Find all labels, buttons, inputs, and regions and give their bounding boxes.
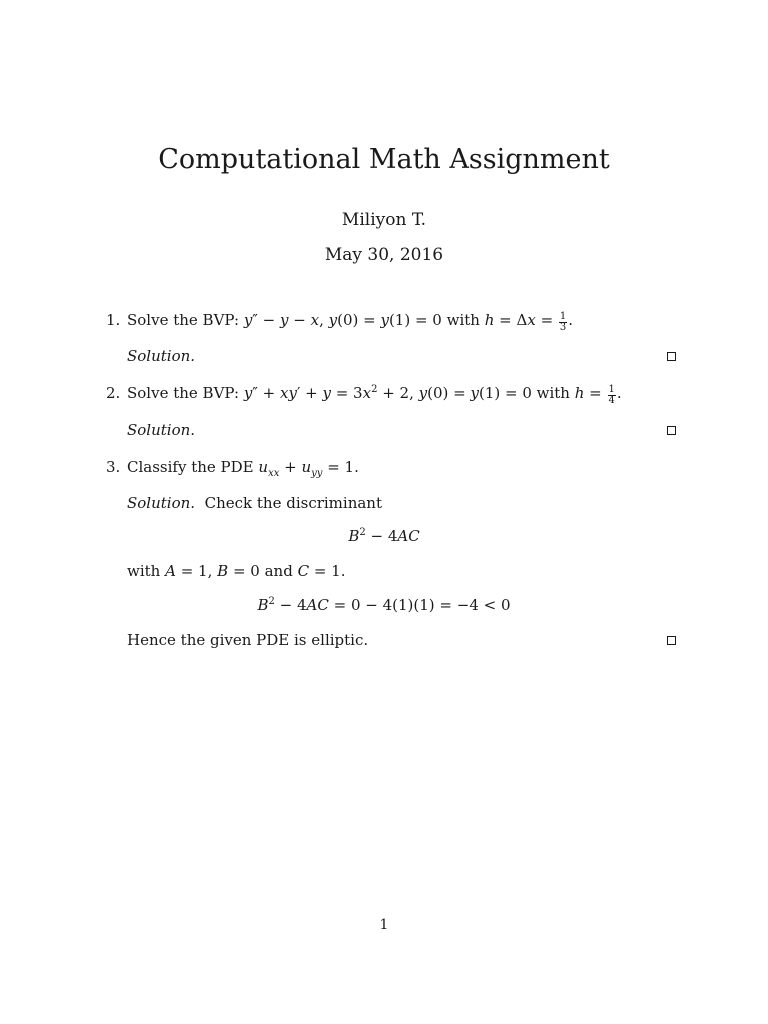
- document-date: May 30, 2016: [324, 245, 444, 265]
- problem-3-solution-text: Check the discriminant: [204, 494, 382, 512]
- problem-1-statement: Solve the BVP: y″ − y − x, y(0) = y(1) = 0 with h = Δx = $\frac{1}{3}$ .: [127, 310, 574, 333]
- problem-3-solution-label: Solution.: [127, 494, 196, 512]
- qed-square-icon: [667, 352, 676, 361]
- and-text: and: [264, 562, 293, 580]
- problem-1-intro: Solve the BVP:: [127, 311, 240, 329]
- problem-3-intro: Classify the PDE: [127, 458, 254, 476]
- problem-2-intro: Solve the BVP:: [127, 384, 240, 402]
- problem-3-conclusion: Hence the given PDE is elliptic.: [127, 631, 369, 649]
- document-author: Miliyon T.: [341, 210, 427, 230]
- problem-2-number: 2.: [106, 384, 121, 402]
- problem-2-solution-label: Solution.: [127, 421, 196, 439]
- problem-3-solution: [127, 494, 382, 512]
- document-title: Computational Math Assignment: [158, 144, 610, 175]
- problem-3-statement: Classify the PDE $u_{xx} + u_{yy} = 1$.: [127, 458, 359, 479]
- display-equation-discriminant: $B^2 - 4AC$: [348, 527, 420, 545]
- qed-square-icon: [667, 426, 676, 435]
- problem-2-statement: Solve the BVP: $y'' + xy' + y = 3x^2 + 2$, y(0) = y(1) = 0 with h = $\frac{1}{4}$ .: [127, 383, 622, 406]
- problem-1-solution-label: Solution.: [127, 347, 196, 365]
- problem-3-coefficients: with A = 1, B = 0 and C = 1.: [127, 562, 346, 580]
- problem-3-number: 3.: [106, 458, 121, 476]
- with-text: with: [127, 562, 161, 580]
- qed-square-icon: [667, 636, 676, 645]
- display-equation-evaluation: $B^2 - 4AC = 0 - 4(1)(1) = -4 < 0$: [257, 596, 511, 614]
- problem-1-number: 1.: [106, 311, 121, 329]
- page-number: 1: [379, 917, 389, 933]
